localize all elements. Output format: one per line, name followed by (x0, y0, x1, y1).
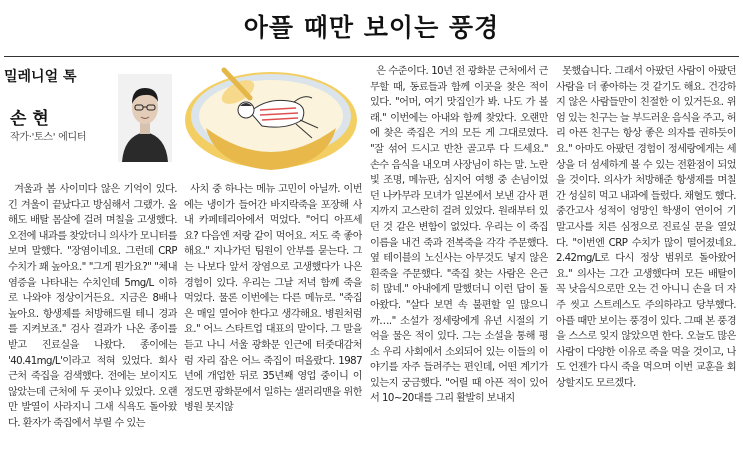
article-text: 겨울과 봄 사이미다 않은 기억이 있다. 긴 겨울이 끝났다고 방심해서 그랬가. 올해도 배탈 몸살에 걸려 며칠을 고생했다. 오전에 내과를 찾았더니 의사가 모니터를 보며 말했다. "장염이네요. 그런데 CRP 수치가 꽤 높아요." "그게 뭔가요?" "체내 염증을 나타내는 수치인데 5mg/L 이하로 나와야 정상이거든요. 지금은 8배나 높아요. 항생제를 처방해드릴 테니 경과를 지켜보죠." 검사 결과가 나온 종이를 받고 진료실을 나왔다. 종이에는 '40.41mg/L'이라고 적혀 있었다. 회사 근처 죽집을 검색했다. 전에는 보이지도 않았는데 근처에 두 곳이나 있었다. 오랜만 발열이 사라지니 그새 식욕도 돌아왔다. 환자가 죽집에서 부릴 수 있는 (8, 184, 177, 429)
headline-divider (4, 56, 739, 57)
headline: 아플 때만 보이는 풍경 (243, 13, 500, 42)
porridge-bowl-illustration (176, 58, 366, 182)
article-column-1 (8, 182, 177, 460)
column-label: 밀레니얼 톡 (4, 69, 77, 85)
article-column-4 (556, 64, 736, 460)
author-title: 작가·'토스' 에디터 (10, 132, 87, 143)
article-column-3 (370, 64, 548, 460)
author-photo (118, 74, 172, 162)
article-text: 사치 중 하나는 메뉴 고민이 아닐까. 이번에는 냉이가 들어간 바지락죽을 포장해 사내 카페테리아에서 먹었다. "어디 아프세요? 다음엔 저랑 같이 먹어요. 저도 죽 좋아해요." 지나가던 팀원이 안부를 묻는다. 그는 나보다 앞서 장염으로 고생했다가 나은 경험이 있다. 우리는 그날 저녁 함께 죽을 먹었다. 물론 이번에는 다른 메뉴로. "죽집은 매일 열어야 한다고 생각해요. 병원처럼요." 어느 스타트업 대표의 말이다. 그 말을 듣고 나니 서울 광화문 인근에 터줏대감처럼 자리 잡은 어느 죽집이 떠올랐다. 1987년에 개업한 뒤로 35년째 영업 중이니 이 정도면 광화문에서 일하는 샐러리맨을 위한 병원 못지않 (184, 184, 362, 414)
author-name: 손 현 (10, 109, 49, 129)
article-column-2 (184, 182, 362, 460)
article-text: 못했습니다. 그래서 아팠던 사람이 아팠던 사람을 더 좋아하는 것 같기도 해요. 건강하지 않은 사람들만이 친절한 이 있거든요. 위엄 있는 친구는 늘 부드러운 음식을 주고, 허리 아픈 친구는 항상 좋은 의자를 권하듯이요." 아마도 아팠던 경험이 정세랑에게는 세상을 더 섬세하게 볼 수 있는 전환점이 되었을 것이다. 의사가 처방해준 항생제를 며칠간 성실히 먹고 내과에 들렀다. 채혈도 했다. 중간고사 성적이 엉망인 학생이 연이어 기말고사를 치른 심정으로 진료실 문을 열었다. "이번엔 CRP 수치가 많이 떨어졌네요. 2.42mg/L로 다시 정상 범위로 돌아왔어요." 의사는 그간 고생했다며 모든 배탈이 꼭 낫음식으로만 오는 건 아니니 손을 더 자주 씻고 스트레스도 주의하라고 당부했다. 아플 때만 보이는 풍경이 있다. 그때 본 풍경을 스스로 잊지 않았으면 한다. 오늘도 많은 사람이 다양한 이유로 죽을 먹을 것이고, 나도 언젠가 다시 죽을 먹으며 이번 교훈을 회상할지도 모르겠다. (556, 66, 736, 389)
article-text: 은 수준이다. 10년 전 광화문 근처에서 근무할 때, 동료들과 함께 이곳을 찾은 적이 있다. "어머, 여기 맛집인가 봐. 나도 가 볼래." 이번에는 아내와 함께 찾았다. 오랜만에 찾은 죽집은 거의 모든 게 그대로였다. "잘 섞어 드시고 반찬 골고루 다 드세요." 손수 음식을 내오며 사장님이 하는 말. 노란빛 조명, 메뉴판, 심지어 여행 중 손님이었던 나카무라 모녀가 일본에서 보낸 감사 편지까지 고스란히 걸려 있었다. 원래부터 있던 것 같은 변함이 없었다. 우리는 이 죽집 이름을 내건 죽과 전복죽을 각각 주문했다. 옆 테이블의 노신사는 아무것도 넣지 않은 흰죽을 주문했다. "죽집 찾는 사람은 은근히 많네." 아내에게 말했더니 이런 답이 돌아왔다. "살다 보면 속 불편할 일 많으니까…." 소설가 정세랑에게 유년 시절의 기억을 물은 적이 있다. 그는 소설을 통해 평소 우리 사회에서 소외되어 있는 이들의 이야기를 자주 들려주는 편인데, 어떤 계기가 있는지 궁금했다. "어릴 때 아픈 적이 있어서 10~20대를 그리 활발히 보내지 (370, 66, 548, 405)
